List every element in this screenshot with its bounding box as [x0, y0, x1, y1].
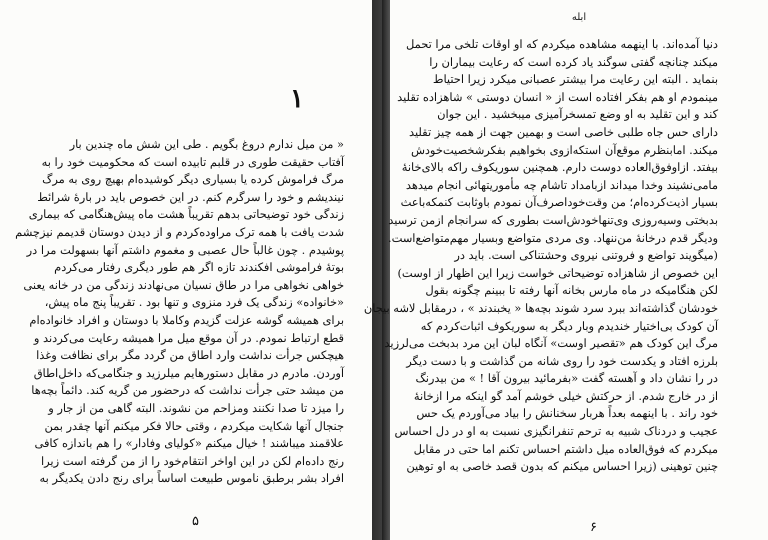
text-line: علاقمند میباشند ! خیال میکنم «کولیای وفادار» را هم باندازه کافی: [34, 436, 344, 451]
text-line: چنین توهینی (زیرا احساس میکنم که بدون قصد خاصی به او توهین: [406, 459, 718, 474]
text-line: افراد بشر برطبق ناموس طبیعت اساساً برای رنج دادن یکدیگر به: [39, 471, 344, 486]
text-line: «خانواده» زندگی یک فرد منزوی و تنها بود . تقریباً پنج ماه پیش،: [44, 295, 344, 310]
book-gutter-right: [382, 0, 390, 540]
left-page-number: ۵: [192, 514, 199, 529]
text-line: ودیگر قدم درخانهٔ من‌ننهاد. وی مردی متواضع وبسیار مهم‌متواضع‌است.: [387, 230, 718, 245]
text-line: خود راند . با اینهمه بعداً هربار سخنانش را بیاد می‌آوردم یک حس: [416, 406, 718, 421]
text-line: « من میل ندارم دروغ بگویم . طی این شش ماه چندین بار: [69, 137, 344, 151]
text-line: آن کودک بی‌اختیار خندیدم وبار دیگر به سوریکوف اثبات‌کردم که: [420, 318, 718, 333]
text-line: جنجال آنها شکایت میکردم ، وقتی حالا فکر میکنم آنها چقدر بمن: [44, 418, 344, 433]
right-page-number: ۶: [590, 520, 597, 535]
text-line: خودشان گذاشته‌اند ببرد سرد شوند بچه‌ها « یخبندند » ، درمقابل لاشه بیجان: [363, 300, 718, 315]
text-line: قطع ارتباط نمودم. در آن موقع میل مرا همیشه رعایت می‌کردند و: [33, 330, 344, 345]
text-line: عجیب و دردناک شبیه به ترحم تنفرانگیزی نسبت به او در دل احساس: [394, 424, 718, 439]
left-page-text: [15, 136, 344, 488]
text-line: بنماید . البته این رعایت مرا بیشتر عصبانی میکرد زیرا احتیاط: [432, 72, 718, 87]
text-line: خواهی نخواهی مرا در طاق نسیان می‌نهادند زندگی من در خانه یعنی: [23, 277, 344, 292]
text-line: مرگ این کودک هم «تقصیر اوست» آنگاه لبان این مرد بدبخت می‌لرزید: [384, 336, 718, 351]
text-line: دارای حس جاه طلبی خاصی است و بهمین جهت از همه چیز تقلید: [409, 124, 718, 139]
text-line: بدبختی وسیه‌روزی وی‌تنهاخودش‌است بطوری که سرانجام ازمن ترسید: [388, 212, 718, 227]
text-line: نیندیشم و خود را سرگرم کنم. در این خصوص باید در بارهٔ شرائط: [37, 189, 344, 204]
text-line: دنیا آمده‌اند. با اینهمه مشاهده میکردم که او اوقات تلخی مرا تحمل: [406, 37, 718, 51]
text-line: آوردن. مادرم در مقابل دستورهایم میلرزید و جنگامی‌که داخل‌اطاق: [33, 365, 344, 380]
text-line: از در خارج شدم. از حرکتش خیلی خوشم آمد گو اینکه مرا ازخانهٔ: [413, 388, 718, 403]
text-line: بسیار اذیت‌کرده‌ام؛ من وقت‌خوداصرف‌آن نمودم باوثابت کنمکه‌باعث: [400, 195, 718, 210]
running-head: ابله: [571, 12, 587, 23]
text-line: را میزد تا صدا نکنند ومزاحم من نشوند. البته گاهی من از جار و: [48, 400, 344, 415]
text-line: مرگ فراموش کرده یا بسیاری دیگر کوشیده‌ام بهیچ روی به مرگ: [42, 172, 344, 187]
text-line: من میشد حتی جرأت نداشت که درحضور من گریه کند. دائماً بچه‌ها: [31, 383, 344, 398]
text-line: در را نشان داد و آهسته گفت «بفرمائید بیرون آقا ! » من بیدرنگ: [415, 371, 718, 386]
text-line: آفتاب حقیقت طوری در قلبم تابیده است که محکومیت خود را به: [41, 154, 344, 169]
text-line: هیچکس جرأت نداشت وارد اطاق من گردد مگر برای نظافت وغذا: [36, 348, 344, 363]
left-page: [0, 0, 372, 540]
text-line: مینمودم او هم بفکر افتاده است از « انسان دوستی » شاهزاده تقلید: [397, 89, 718, 104]
text-line: برای همیشه گوشه عزلت گزیدم وکاملا با دوستان و افراد خانواده‌ام: [29, 312, 344, 327]
text-line: کند و این تقلید به او وضع تمسخرآمیزی میبخشید . این جوان: [437, 107, 718, 122]
text-line: پوشیدم . چون غالباً حال عصبی و مغموم داشتم آنها بسهولت مرا در: [26, 242, 344, 257]
right-page: [363, 0, 768, 540]
chapter-number: ١: [290, 84, 304, 114]
text-line: میکند چنانچه گفتی سوگند یاد کرده است که رعایت بیماران را: [429, 54, 718, 69]
right-page-text: [363, 36, 718, 476]
text-line: زندگی خود توضیحاتی بدهم تقریباً هشت ماه پیش‌هنگامی که بیماری: [28, 207, 344, 222]
text-line: این خصوص از شاهزاده توضیحاتی خواست زیرا این اظهار از اوست): [397, 265, 718, 280]
text-line: بوتهٔ فراموشی افکندند تازه اگر هم طور دیگری رفتار می‌کردم: [54, 260, 344, 275]
text-line: شدت یافت با همه ترک مراوده‌کردم و از دیدن دوستان قدیمم نیزچشم: [15, 224, 344, 239]
text-line: رنج داده‌ام لکن در این اواخر انتقام‌خود را از من گرفته است زیرا: [40, 453, 344, 468]
text-line: (میگویند تواضع و فروتنی نیروی وحشتناکی است. باید در: [454, 248, 718, 263]
text-line: لکن هنگامیکه در ماه مارس بخانه آنها رفته تا ببینم چگونه بقول: [425, 283, 718, 298]
text-line: میکردم که فوق‌العاده میل داشتم احساس تکنم اما حتی در مقابل: [413, 441, 718, 456]
text-line: میکند. امابنظرم موقع‌آن استکه‌ازوی بخواهیم بفکرشخصیت‌خودش: [410, 142, 718, 157]
text-line: مامی‌نشیند وخدا میداند ازبامداد تاشام چه مأموریتهائی انجام میدهد: [405, 177, 718, 192]
text-line: بیفتد. ازاوفوق‌العاده دوست دارم. همچنین سوریکوف راکه بالای‌خانهٔ: [401, 160, 718, 175]
text-line: بلرزه افتاد و یکدست خود را روی شانه من گذاشت و با دست دیگر: [406, 353, 718, 368]
